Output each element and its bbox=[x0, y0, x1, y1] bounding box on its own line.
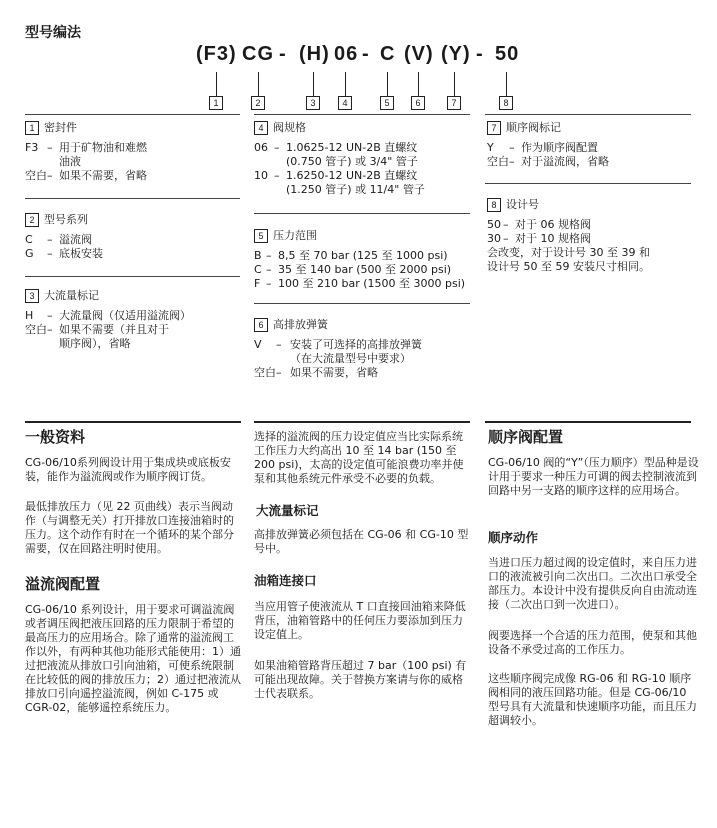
option-dash: – bbox=[47, 233, 53, 246]
section-number: 7 bbox=[487, 121, 501, 135]
option-code bbox=[254, 155, 274, 169]
section-highflow bbox=[25, 289, 240, 351]
divider bbox=[25, 276, 240, 277]
code-part-design: 50 bbox=[495, 43, 520, 65]
divider bbox=[485, 421, 691, 423]
code-part-series: CG bbox=[242, 43, 274, 65]
option-code: Y bbox=[487, 141, 494, 154]
code-number-box: 3 bbox=[306, 96, 320, 110]
option-dash: – bbox=[503, 218, 509, 231]
option-text: 作为顺序阀配置 bbox=[521, 141, 598, 154]
option-code: 空白 bbox=[254, 366, 276, 379]
option-text: 大流量阀（仅适用溢流阀） bbox=[59, 309, 191, 322]
option-code: V bbox=[254, 338, 262, 351]
option-text: 对于 06 规格阀 bbox=[515, 218, 591, 231]
option-dash: – bbox=[47, 247, 53, 260]
section-number: 1 bbox=[25, 121, 39, 135]
section-design bbox=[487, 198, 702, 274]
option-code bbox=[25, 155, 47, 169]
code-number-box: 8 bbox=[499, 96, 513, 110]
code-number-box: 4 bbox=[338, 96, 352, 110]
section-seal bbox=[25, 121, 240, 183]
option-dash: – bbox=[276, 338, 282, 351]
divider bbox=[485, 183, 691, 184]
code-number-box: 1 bbox=[209, 96, 223, 110]
option-text: 如果不需要（并且对于 bbox=[59, 323, 169, 336]
option-dash: – bbox=[47, 309, 53, 322]
option-dash bbox=[274, 183, 286, 197]
leader-line bbox=[506, 72, 507, 96]
sequence-action-paragraph: 阀要选择一个合适的压力范围，使泵和其他设备不承受过高的工作压力。 bbox=[488, 629, 697, 656]
section-title: 设计号 bbox=[506, 198, 539, 211]
option-text: 安装了可选择的高排放弹簧 bbox=[290, 338, 422, 351]
tank-port-subtitle: 油箱连接口 bbox=[254, 573, 317, 588]
option-code: B bbox=[254, 249, 262, 262]
relief-setting-paragraph: 选择的溢流阀的压力设定值应当比实际系统工作压力大约高出 10 至 14 bar (150 至 200 psi)，太高的设定值可能浪费功率并使泵和其他系统元件承受不必要的负载。 bbox=[254, 430, 464, 485]
section-title: 密封件 bbox=[44, 121, 77, 134]
option-dash bbox=[47, 155, 59, 169]
code-number-box: 5 bbox=[380, 96, 394, 110]
option-code: G bbox=[25, 247, 34, 260]
model-code bbox=[196, 43, 536, 69]
option-text: 设计号 50 至 59 安装尺寸相同。 bbox=[487, 260, 650, 273]
option-code: H bbox=[25, 309, 34, 322]
option-text: 35 至 140 bar (500 至 2000 psi) bbox=[278, 263, 452, 276]
option-text: (1.250 管子) 或 11/4" 管子 bbox=[286, 183, 425, 196]
code-number-box: 6 bbox=[411, 96, 425, 110]
option-text: 顺序阀），省略 bbox=[59, 337, 131, 350]
option-dash: – bbox=[274, 141, 280, 154]
divider bbox=[254, 114, 470, 115]
code-dash: - bbox=[476, 43, 484, 65]
option-text: 油液 bbox=[59, 155, 81, 168]
option-text: 1.0625-12 UN-2B 直螺纹 bbox=[286, 141, 418, 154]
general-paragraph: CG-06/10系列阀设计用于集成块或底板安装，能作为溢流阀或作为顺序阀订货。 bbox=[25, 456, 231, 483]
relief-title: 溢流阀配置 bbox=[25, 575, 101, 593]
option-text: （在大流量型号中要求） bbox=[290, 352, 411, 365]
section-number: 6 bbox=[254, 318, 268, 332]
option-dash: – bbox=[47, 141, 53, 154]
option-code: 10 bbox=[254, 169, 268, 182]
option-text: 对于溢流阀，省略 bbox=[521, 155, 609, 168]
general-paragraph: 最低排放压力（见 22 页曲线）表示当阀动作（与调整无关）打开排放口连接油箱时的压力。这个动作有时在一个循环的某个部分需要，仅在回路注明时使用。 bbox=[25, 500, 234, 555]
code-part-spring: (V) bbox=[404, 43, 434, 65]
divider bbox=[25, 421, 241, 423]
option-code: F bbox=[254, 277, 261, 290]
option-code: 空白 bbox=[25, 323, 47, 336]
code-dash: - bbox=[279, 43, 287, 65]
section-title: 高排放弹簧 bbox=[273, 318, 328, 331]
option-code bbox=[254, 352, 276, 366]
option-text: 8,5 至 70 bar (125 至 1000 psi) bbox=[278, 249, 448, 262]
code-part-sequence: (Y) bbox=[441, 43, 471, 65]
option-dash: – bbox=[47, 169, 53, 182]
option-dash bbox=[274, 155, 286, 169]
section-sequence-mark bbox=[487, 121, 697, 169]
option-text: 如果不需要，省略 bbox=[59, 169, 147, 182]
option-dash: – bbox=[47, 323, 53, 336]
option-code: 50 bbox=[487, 218, 501, 231]
leader-line bbox=[313, 72, 314, 96]
option-dash: – bbox=[266, 277, 272, 290]
section-title: 大流量标记 bbox=[44, 289, 99, 302]
divider bbox=[254, 303, 470, 304]
divider bbox=[254, 213, 470, 214]
general-title: 一般资料 bbox=[25, 428, 86, 446]
code-dash: - bbox=[362, 43, 370, 65]
divider bbox=[254, 421, 470, 423]
divider bbox=[485, 114, 691, 115]
option-dash: – bbox=[509, 141, 515, 154]
leader-line bbox=[258, 72, 259, 96]
option-text: 会改变，对于设计号 30 至 39 和 bbox=[487, 246, 650, 259]
option-text: 底板安装 bbox=[59, 247, 103, 260]
option-text: (0.750 管子) 或 3/4" 管子 bbox=[286, 155, 418, 168]
section-title: 压力范围 bbox=[273, 229, 317, 242]
section-number: 8 bbox=[487, 198, 501, 212]
option-code: 30 bbox=[487, 232, 501, 245]
section-pressure bbox=[254, 229, 474, 291]
sequence-action-paragraph: 当进口压力超过阀的设定值时，来自压力进口的液流被引向二次出口。二次出口承受全部压力。本设计中没有提供反向自由流动连接（二次出口到一次进口）。 bbox=[488, 556, 697, 611]
section-number: 5 bbox=[254, 229, 268, 243]
code-part-pressure: C bbox=[380, 43, 396, 65]
option-text: 溢流阀 bbox=[59, 233, 92, 246]
page-title: 型号编法 bbox=[25, 25, 81, 41]
section-title: 阀规格 bbox=[273, 121, 306, 134]
option-dash bbox=[276, 352, 290, 366]
option-text: 用于矿物油和难燃 bbox=[59, 141, 147, 154]
option-dash: – bbox=[266, 249, 272, 262]
sequence-paragraph: CG-06/10 阀的“Y”（压力顺序）型品种是设计用于要求一种压力可调的阀去控制液流到回路中另一支路的顺序这样的应用场合。 bbox=[488, 456, 699, 497]
section-series bbox=[25, 213, 240, 261]
code-part-size: 06 bbox=[334, 43, 359, 65]
option-text: 对于 10 规格阀 bbox=[515, 232, 591, 245]
tank-port-paragraph: 当应用管子使液流从 T 口直接回油箱来降低背压，油箱管路中的任何压力要添加到压力设定值上。 bbox=[254, 600, 466, 641]
leader-line bbox=[345, 72, 346, 96]
leader-line bbox=[418, 72, 419, 96]
option-dash bbox=[47, 337, 59, 351]
option-dash: – bbox=[503, 232, 509, 245]
highflow-paragraph: 高排放弹簧必须包括在 CG-06 和 CG-10 型号中。 bbox=[254, 528, 469, 555]
sequence-action-paragraph: 这些顺序阀完成像 RG-06 和 RG-10 顺序阀相同的液压回路功能。但是 CG-06/10 型号具有大流量和快速顺序功能，而且压力超调较小。 bbox=[488, 672, 697, 727]
option-text: 1.6250-12 UN-2B 直螺纹 bbox=[286, 169, 418, 182]
option-code: C bbox=[25, 233, 33, 246]
leader-line bbox=[216, 72, 217, 96]
relief-paragraph: CG-06/10 系列设计，用于要求可调溢流阀或者调压阀把液压回路的压力限制于希望的最高压力的应用场合。除了通常的溢流阀工作以外，有两种其他功能形式能使用：1）通过把液流从排放口引向油箱，可使系统限制在比较低的阀的排放压力；2）通过把液流从排放口引向遥控溢流阀，例如 C-175 或 CGR-02，能够遥控系统压力。 bbox=[25, 603, 241, 714]
option-dash: – bbox=[266, 263, 272, 276]
leader-line bbox=[454, 72, 455, 96]
sequence-action-subtitle: 顺序动作 bbox=[488, 530, 539, 545]
tank-port-paragraph: 如果油箱管路背压超过 7 bar（100 psi) 有可能出现故障。关于替换方案请与你的威格士代表联系。 bbox=[254, 659, 467, 700]
option-code: C bbox=[254, 263, 262, 276]
highflow-subtitle: 大流量标记 bbox=[256, 503, 319, 518]
sequence-title: 顺序阀配置 bbox=[488, 428, 564, 446]
section-title: 型号系列 bbox=[44, 213, 88, 226]
section-number: 4 bbox=[254, 121, 268, 135]
option-text: 如果不需要，省略 bbox=[290, 366, 378, 379]
option-code bbox=[254, 183, 274, 197]
option-code: 06 bbox=[254, 141, 268, 154]
section-number: 3 bbox=[25, 289, 39, 303]
section-title: 顺序阀标记 bbox=[506, 121, 561, 134]
option-code: 空白 bbox=[487, 155, 509, 168]
option-code: 空白 bbox=[25, 169, 47, 182]
option-dash: – bbox=[274, 169, 280, 182]
option-code bbox=[25, 337, 47, 351]
code-part-seal: (F3) bbox=[196, 43, 237, 65]
leader-line bbox=[387, 72, 388, 96]
option-code: F3 bbox=[25, 141, 39, 154]
code-number-box: 2 bbox=[251, 96, 265, 110]
section-spring bbox=[254, 318, 474, 380]
option-text: 100 至 210 bar (1500 至 3000 psi) bbox=[278, 277, 466, 290]
code-part-highflow: (H) bbox=[299, 43, 330, 65]
code-number-box: 7 bbox=[447, 96, 461, 110]
divider bbox=[25, 198, 240, 199]
section-number: 2 bbox=[25, 213, 39, 227]
option-dash: – bbox=[276, 366, 282, 379]
section-size bbox=[254, 121, 474, 197]
divider bbox=[25, 114, 240, 115]
option-dash: – bbox=[509, 155, 515, 168]
